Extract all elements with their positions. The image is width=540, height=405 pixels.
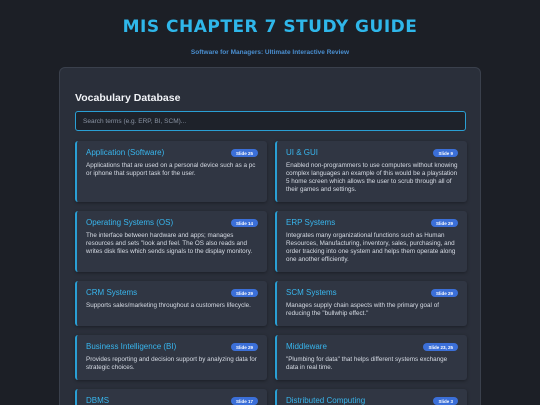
page-header (0, 0, 540, 56)
slide-badge: Slide 29 (431, 219, 458, 227)
vocabulary-panel (59, 67, 481, 405)
vocab-card[interactable] (275, 281, 467, 326)
term-definition: Enabled non-programmers to use computers without knowing complex languages an example of this would be a playstation 5 home screen which allows the user to scrub through all of their games and settings. (286, 162, 458, 193)
vocab-card[interactable] (75, 281, 267, 326)
panel-title: Vocabulary Database (75, 92, 181, 104)
slide-badge: Slide 29 (231, 289, 258, 297)
vocabulary-grid (75, 141, 465, 405)
term-definition: "Plumbing for data" that helps different systems exchange data in real time. (286, 356, 448, 371)
search-input[interactable] (75, 111, 466, 131)
term-name: UI & GUI (286, 148, 319, 157)
card-header (286, 396, 458, 405)
page-title: MIS CHAPTER 7 STUDY GUIDE (122, 17, 418, 37)
term-name: DBMS (86, 396, 110, 405)
page-subtitle: Software for Managers: Ultimate Interactive Review (190, 49, 350, 56)
term-definition: Manages supply chain aspects with the primary goal of reducing the "bullwhip effect." (286, 302, 439, 317)
vocab-card[interactable] (275, 389, 467, 405)
slide-badge: Slide 25 (231, 149, 258, 157)
slide-badge: Slide 23, 25 (423, 343, 458, 351)
term-definition: The interface between hardware and apps; manages resources and sets "look and feel. The OS also reads and writes disk files which sends signals to the display monitory. (86, 232, 253, 255)
vocab-card[interactable] (275, 211, 467, 272)
card-header (286, 148, 458, 158)
vocab-card[interactable] (75, 141, 267, 202)
term-name: CRM Systems (86, 288, 138, 297)
slide-badge: Slide 17 (231, 397, 258, 405)
term-name: Middleware (286, 342, 327, 351)
slide-badge: Slide 9 (433, 149, 458, 157)
term-name: ERP Systems (286, 218, 336, 227)
card-header (86, 288, 258, 298)
slide-badge: Slide 29 (231, 343, 258, 351)
term-name: Distributed Computing (286, 396, 366, 405)
term-name: SCM Systems (286, 288, 337, 297)
card-header (286, 342, 458, 352)
card-header (86, 396, 258, 405)
vocab-card[interactable] (275, 335, 467, 380)
card-header (286, 288, 458, 298)
term-definition: Integrates many organizational functions such as Human Resources, Manufacturing, inventory, sales, purchasing, and order tracking into one system and helps them operate along one another efficiently. (286, 232, 456, 263)
card-header (86, 148, 258, 158)
card-header (286, 218, 458, 228)
slide-badge: Slide 3 (433, 397, 458, 405)
slide-badge: Slide 14 (231, 219, 258, 227)
card-header (86, 218, 258, 228)
term-definition: Applications that are used on a personal device such as a pc or iphone that support task for the user. (86, 162, 256, 177)
slide-badge: Slide 29 (431, 289, 458, 297)
term-name: Operating Systems (OS) (86, 218, 174, 227)
vocab-card[interactable] (75, 335, 267, 380)
term-name: Business Intelligence (BI) (86, 342, 177, 351)
card-header (86, 342, 258, 352)
term-name: Application (Software) (86, 148, 165, 157)
term-definition: Supports sales/marketing throughout a customers lifecycle. (86, 302, 251, 309)
term-definition: Provides reporting and decision support by analyzing data for strategic choices. (86, 356, 257, 371)
vocab-card[interactable] (75, 211, 267, 272)
vocab-card[interactable] (275, 141, 467, 202)
vocab-card[interactable] (75, 389, 267, 405)
